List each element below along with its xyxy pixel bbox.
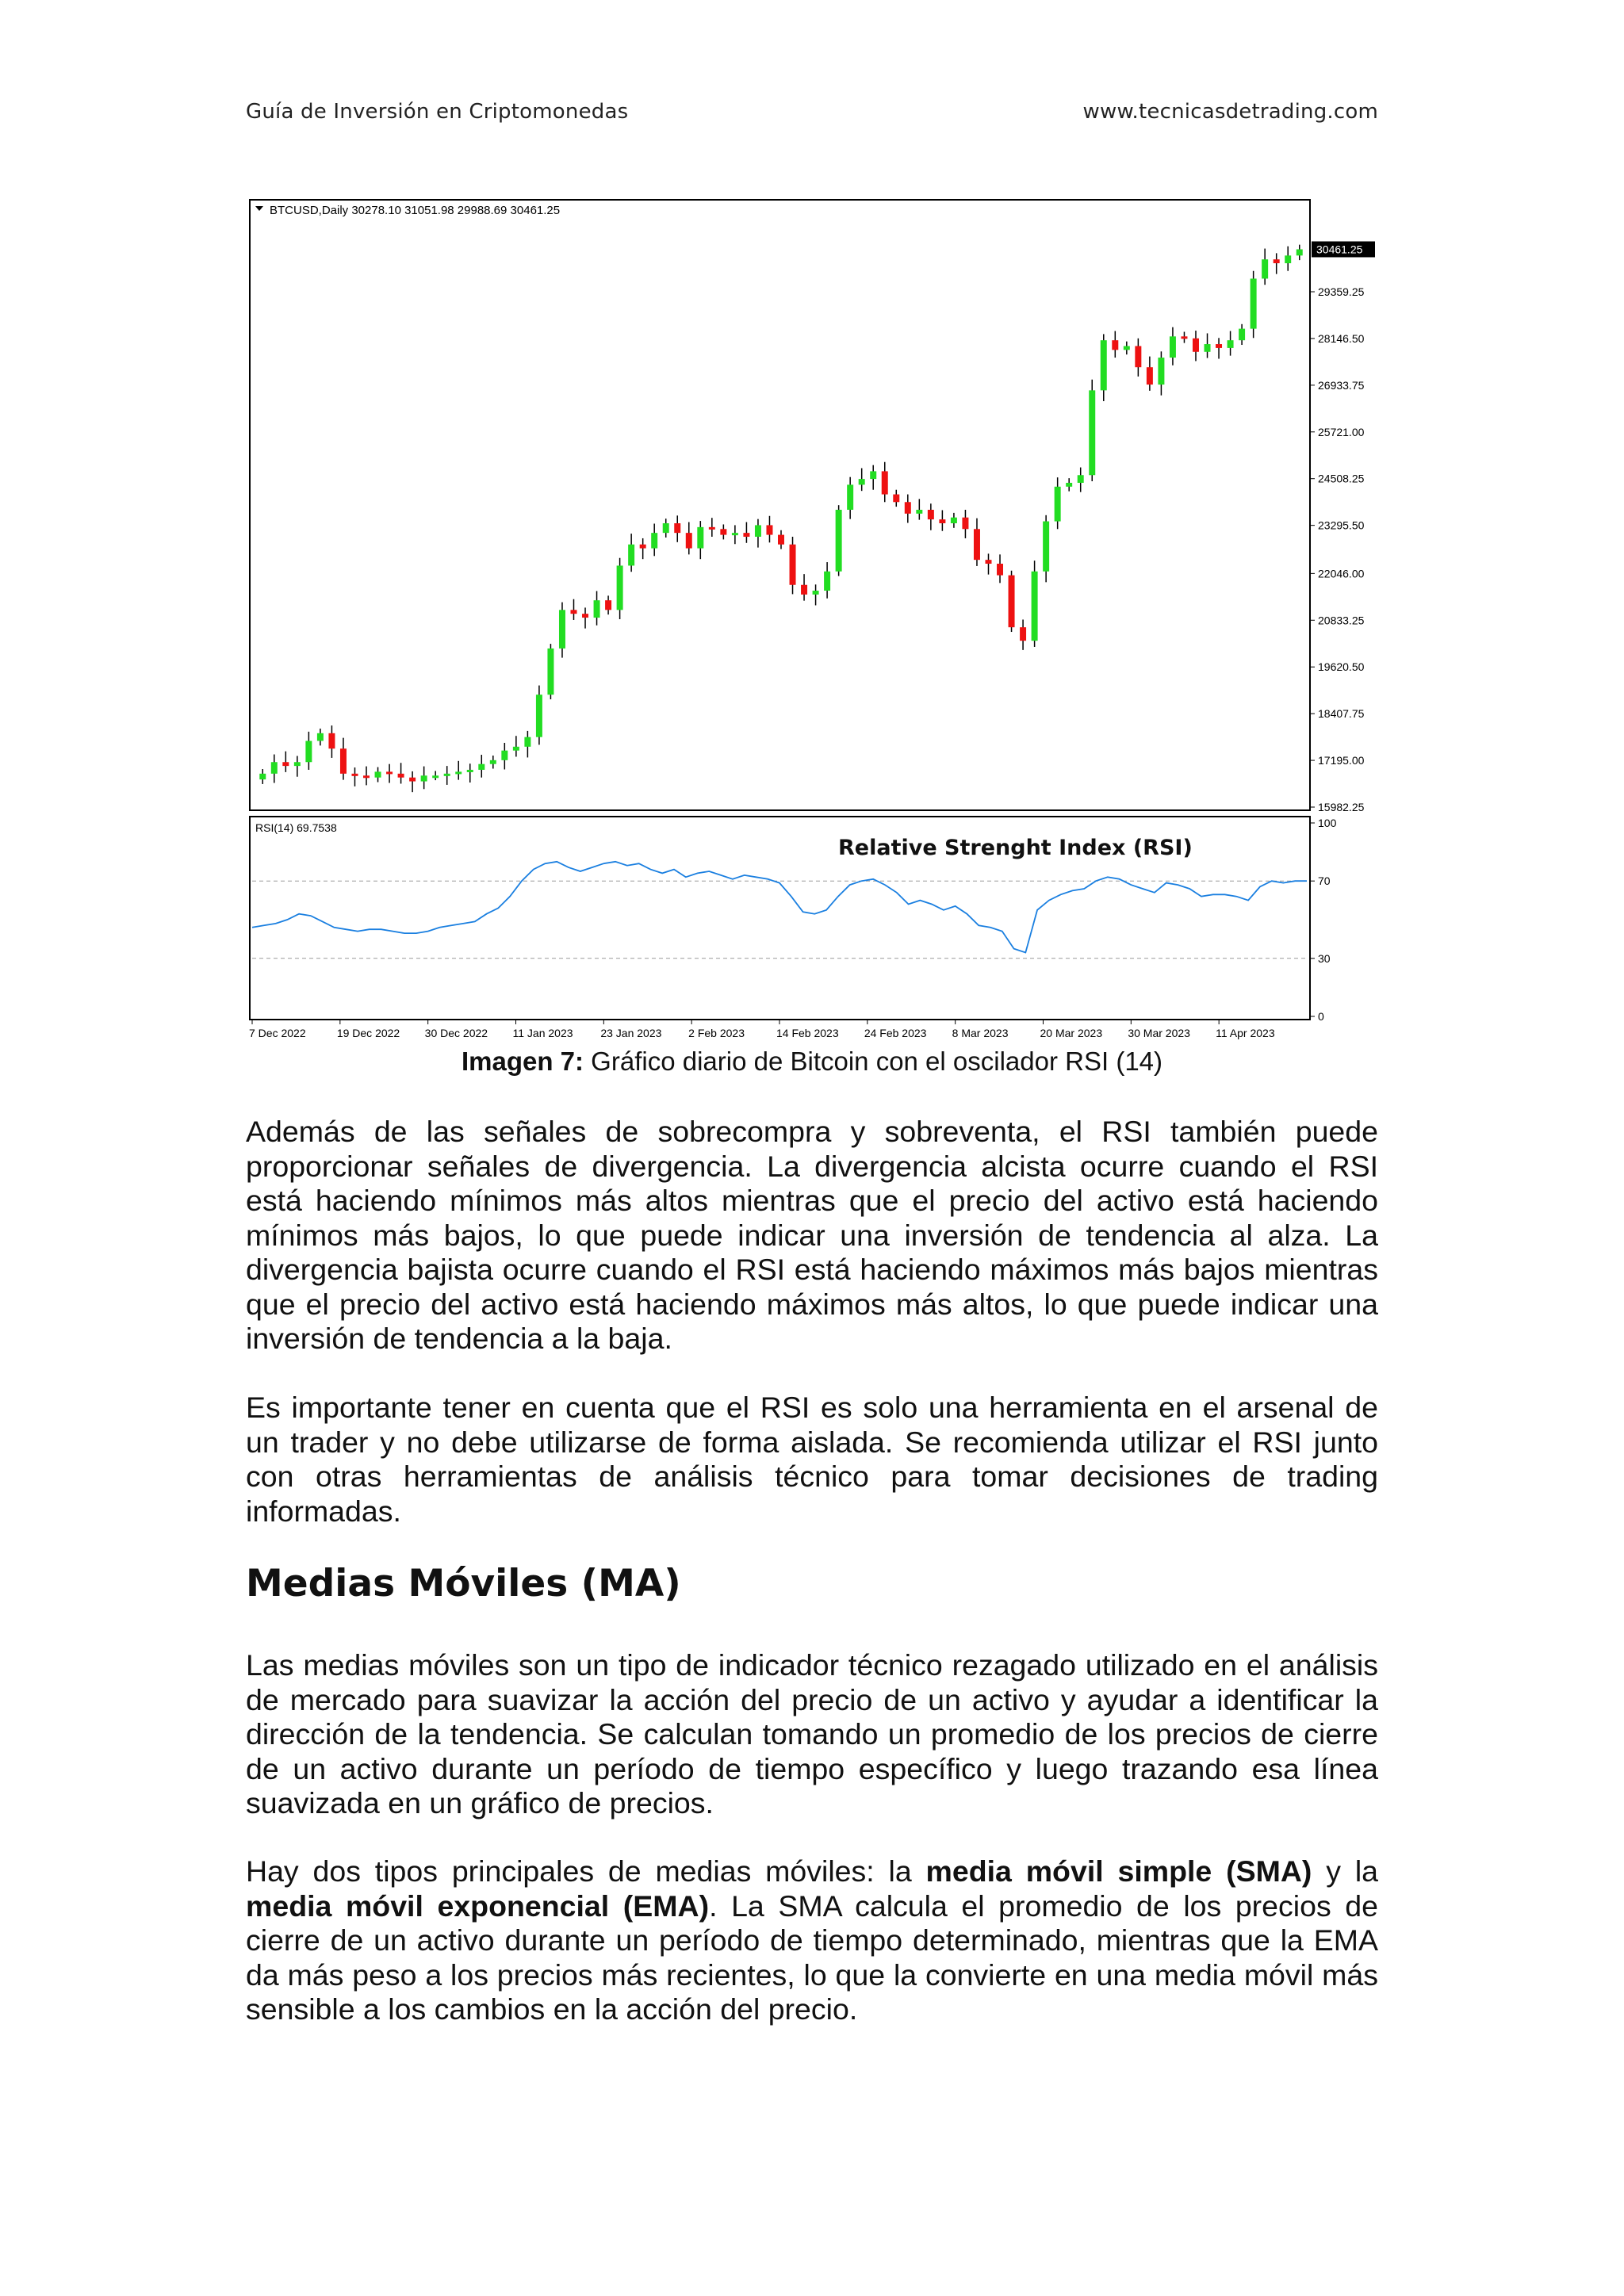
candle-body bbox=[1124, 346, 1130, 350]
candle-body bbox=[1181, 336, 1187, 339]
candle-body bbox=[1262, 259, 1268, 278]
date-axis-label: 19 Dec 2022 bbox=[336, 1027, 400, 1039]
rsi-title: Relative Strenght Index (RSI) bbox=[838, 836, 1193, 860]
candle-body bbox=[1228, 340, 1234, 348]
candle-body bbox=[1032, 572, 1038, 641]
candle-body bbox=[1274, 259, 1280, 263]
price-axis-label: 19620.50 bbox=[1318, 660, 1365, 674]
candle-body bbox=[813, 591, 819, 595]
candle-body bbox=[1158, 358, 1164, 385]
candle-body bbox=[928, 510, 934, 519]
candle-body bbox=[294, 762, 301, 766]
candle-body bbox=[1297, 249, 1303, 255]
header-website: www.tecnicasdetrading.com bbox=[1082, 100, 1378, 124]
candle-body bbox=[282, 762, 289, 766]
p4-text-e: . La SMA calcula el promedio de los precios de cierre de un activo durante un período de tiempo determinado, mientras que la EMA da más peso a los precios más recientes, lo que la convierte en una media móvil más sensible a los cambios en la acción del precio. bbox=[246, 1888, 1378, 2026]
date-axis-label: 8 Mar 2023 bbox=[952, 1027, 1009, 1039]
candle-body bbox=[1112, 340, 1118, 350]
candle-body bbox=[1043, 522, 1049, 572]
rsi-label: RSI(14) 69.7538 bbox=[255, 821, 337, 834]
candle-body bbox=[305, 741, 312, 763]
candle-body bbox=[582, 614, 588, 618]
candle-body bbox=[421, 775, 427, 781]
date-axis-label: 7 Dec 2022 bbox=[249, 1027, 306, 1039]
chart-svg bbox=[246, 197, 1378, 1043]
candle-body bbox=[778, 535, 784, 545]
candle-body bbox=[467, 770, 473, 772]
candle-body bbox=[720, 529, 726, 534]
candle-body bbox=[375, 771, 381, 777]
ema-term: media móvil exponencial (EMA) bbox=[246, 1888, 710, 1923]
candle-body bbox=[501, 751, 508, 760]
p4-text-c: y la bbox=[1312, 1854, 1379, 1888]
date-axis-label: 24 Feb 2023 bbox=[864, 1027, 927, 1039]
candle-body bbox=[1147, 367, 1153, 385]
price-axis-label: 23295.50 bbox=[1318, 519, 1365, 532]
p4-text-a: Hay dos tipos principales de medias móviles: la bbox=[246, 1854, 926, 1888]
candle-body bbox=[1170, 336, 1176, 358]
date-axis-label: 20 Mar 2023 bbox=[1040, 1027, 1103, 1039]
candle-body bbox=[490, 760, 496, 764]
price-axis-label: 25721.00 bbox=[1318, 425, 1365, 438]
candle-body bbox=[398, 774, 404, 778]
candle-body bbox=[732, 533, 738, 535]
paragraph-rsi-tool: Es importante tener en cuenta que el RSI es solo una herramienta en el arsenal de un trader y no debe utilizarse de forma aislada. Se recomienda utilizar el RSI junto con otras herramientas de análisis técnico para tomar decisiones de trading informadas. bbox=[246, 1391, 1378, 1528]
last-price-label: 30461.25 bbox=[1316, 243, 1363, 256]
date-axis-label: 11 Apr 2023 bbox=[1216, 1027, 1275, 1039]
candle-body bbox=[801, 585, 807, 595]
candle-body bbox=[709, 527, 715, 530]
candle-body bbox=[824, 572, 830, 591]
candle-body bbox=[651, 533, 657, 548]
price-panel-frame bbox=[250, 200, 1310, 810]
rsi-axis-label: 0 bbox=[1318, 1010, 1324, 1023]
candle-body bbox=[1101, 340, 1107, 390]
candle-body bbox=[1020, 627, 1026, 641]
price-axis-label: 24508.25 bbox=[1318, 472, 1365, 485]
candle-body bbox=[340, 748, 347, 774]
caption-text: Gráfico diario de Bitcoin con el oscilador RSI (14) bbox=[584, 1047, 1163, 1076]
header-title: Guía de Inversión en Criptomonedas bbox=[246, 100, 629, 124]
candle-body bbox=[985, 560, 991, 564]
rsi-axis-label: 100 bbox=[1318, 817, 1337, 829]
candle-body bbox=[328, 733, 335, 748]
candle-body bbox=[974, 529, 980, 560]
candle-body bbox=[686, 533, 692, 548]
candle-body bbox=[882, 471, 888, 494]
candle-body bbox=[847, 484, 853, 510]
rsi-axis-label: 70 bbox=[1318, 874, 1331, 888]
candle-body bbox=[536, 695, 542, 737]
date-axis-label: 30 Dec 2022 bbox=[424, 1027, 488, 1039]
candle-body bbox=[363, 775, 370, 778]
candle-body bbox=[259, 774, 266, 779]
caption-label: Imagen 7: bbox=[461, 1047, 584, 1076]
candle-body bbox=[478, 764, 485, 770]
candle-body bbox=[939, 519, 945, 523]
price-axis-label: 28146.50 bbox=[1318, 331, 1365, 345]
candle-body bbox=[893, 495, 899, 503]
candle-body bbox=[697, 527, 703, 549]
candle-body bbox=[790, 545, 796, 585]
candle-body bbox=[571, 610, 577, 614]
price-axis-label: 18407.75 bbox=[1318, 707, 1365, 721]
figure-caption bbox=[0, 1047, 1624, 1077]
candle-body bbox=[1216, 344, 1222, 348]
paragraph-moving-averages: Las medias móviles son un tipo de indicador técnico rezagado utilizado en el análisis de mercado para suavizar la acción del precio de un activo y ayudar a identificar la dirección de la tendencia. Se calculan tomando un promedio de los precios de cierre de un activo durante un período de tiempo específico y luego trazando esa línea suavizada en un gráfico de precios. bbox=[246, 1648, 1378, 1820]
rsi-axis-label: 30 bbox=[1318, 951, 1331, 965]
candle-body bbox=[1135, 346, 1141, 367]
price-axis-label: 22046.00 bbox=[1318, 567, 1365, 580]
candle-body bbox=[409, 778, 416, 782]
date-axis-label: 11 Jan 2023 bbox=[512, 1027, 573, 1039]
candle-body bbox=[1251, 278, 1257, 328]
candle-body bbox=[1055, 487, 1061, 522]
candle-body bbox=[766, 525, 772, 534]
candle-body bbox=[674, 523, 680, 533]
candle-body bbox=[859, 479, 865, 484]
date-axis-label: 23 Jan 2023 bbox=[600, 1027, 662, 1039]
candle-body bbox=[432, 775, 439, 778]
candle-body bbox=[962, 518, 968, 530]
candle-body bbox=[1193, 339, 1199, 352]
candle-body bbox=[951, 518, 957, 523]
price-axis-label: 15982.25 bbox=[1318, 801, 1365, 813]
candle-body bbox=[1009, 576, 1015, 628]
section-heading: Medias Móviles (MA) bbox=[246, 1562, 681, 1605]
paragraph-ma-types bbox=[246, 1854, 1378, 2027]
paragraph-divergence: Además de las señales de sobrecompra y sobreventa, el RSI también puede proporcionar señales de divergencia. La divergencia alcista ocurre cuando el RSI está haciendo mínimos más altos mientras que el precio del activo está haciendo mínimos más bajos, lo que puede indicar una inversión de tendencia al alza. La divergencia bajista ocurre cuando el RSI está haciendo máximos más bajos mientras que el precio del activo está haciendo máximos más altos, lo que puede indicar una inversión de tendencia a la baja. bbox=[246, 1115, 1378, 1355]
candle-body bbox=[317, 733, 324, 741]
candle-body bbox=[1066, 483, 1072, 487]
candle-body bbox=[386, 771, 393, 774]
candle-body bbox=[547, 649, 553, 695]
candle-body bbox=[1239, 329, 1245, 341]
candle-body bbox=[905, 502, 911, 514]
price-axis-label: 17195.00 bbox=[1318, 754, 1365, 767]
candle-body bbox=[594, 600, 600, 618]
date-axis-label: 2 Feb 2023 bbox=[688, 1027, 745, 1039]
candle-body bbox=[743, 533, 749, 537]
price-axis-label: 20833.25 bbox=[1318, 614, 1365, 627]
candle-body bbox=[455, 771, 462, 774]
bitcoin-rsi-chart bbox=[246, 197, 1378, 1043]
price-axis-label: 26933.75 bbox=[1318, 378, 1365, 392]
symbol-line: BTCUSD,Daily 30278.10 31051.98 29988.69 30461.25 bbox=[270, 204, 561, 217]
candle-body bbox=[755, 525, 761, 537]
candle-body bbox=[628, 545, 634, 566]
candle-body bbox=[524, 737, 530, 747]
date-axis-label: 30 Mar 2023 bbox=[1128, 1027, 1190, 1039]
candle-body bbox=[513, 747, 519, 751]
candle-body bbox=[1205, 344, 1211, 352]
candle-body bbox=[559, 610, 565, 649]
candle-body bbox=[836, 510, 842, 572]
candle-body bbox=[617, 565, 623, 610]
candle-body bbox=[870, 471, 876, 479]
sma-term: media móvil simple (SMA) bbox=[925, 1854, 1312, 1888]
candle-body bbox=[640, 545, 646, 549]
candle-body bbox=[351, 774, 358, 776]
candle-body bbox=[1285, 255, 1291, 263]
candle-body bbox=[444, 774, 450, 776]
price-axis-label: 29359.25 bbox=[1318, 285, 1365, 299]
candle-body bbox=[1089, 390, 1095, 475]
date-axis-label: 14 Feb 2023 bbox=[776, 1027, 839, 1039]
candle-body bbox=[271, 762, 278, 774]
candle-body bbox=[997, 564, 1003, 576]
candle-body bbox=[605, 600, 611, 610]
candle-body bbox=[916, 510, 922, 514]
candle-body bbox=[663, 523, 669, 533]
candle-body bbox=[1078, 475, 1084, 483]
